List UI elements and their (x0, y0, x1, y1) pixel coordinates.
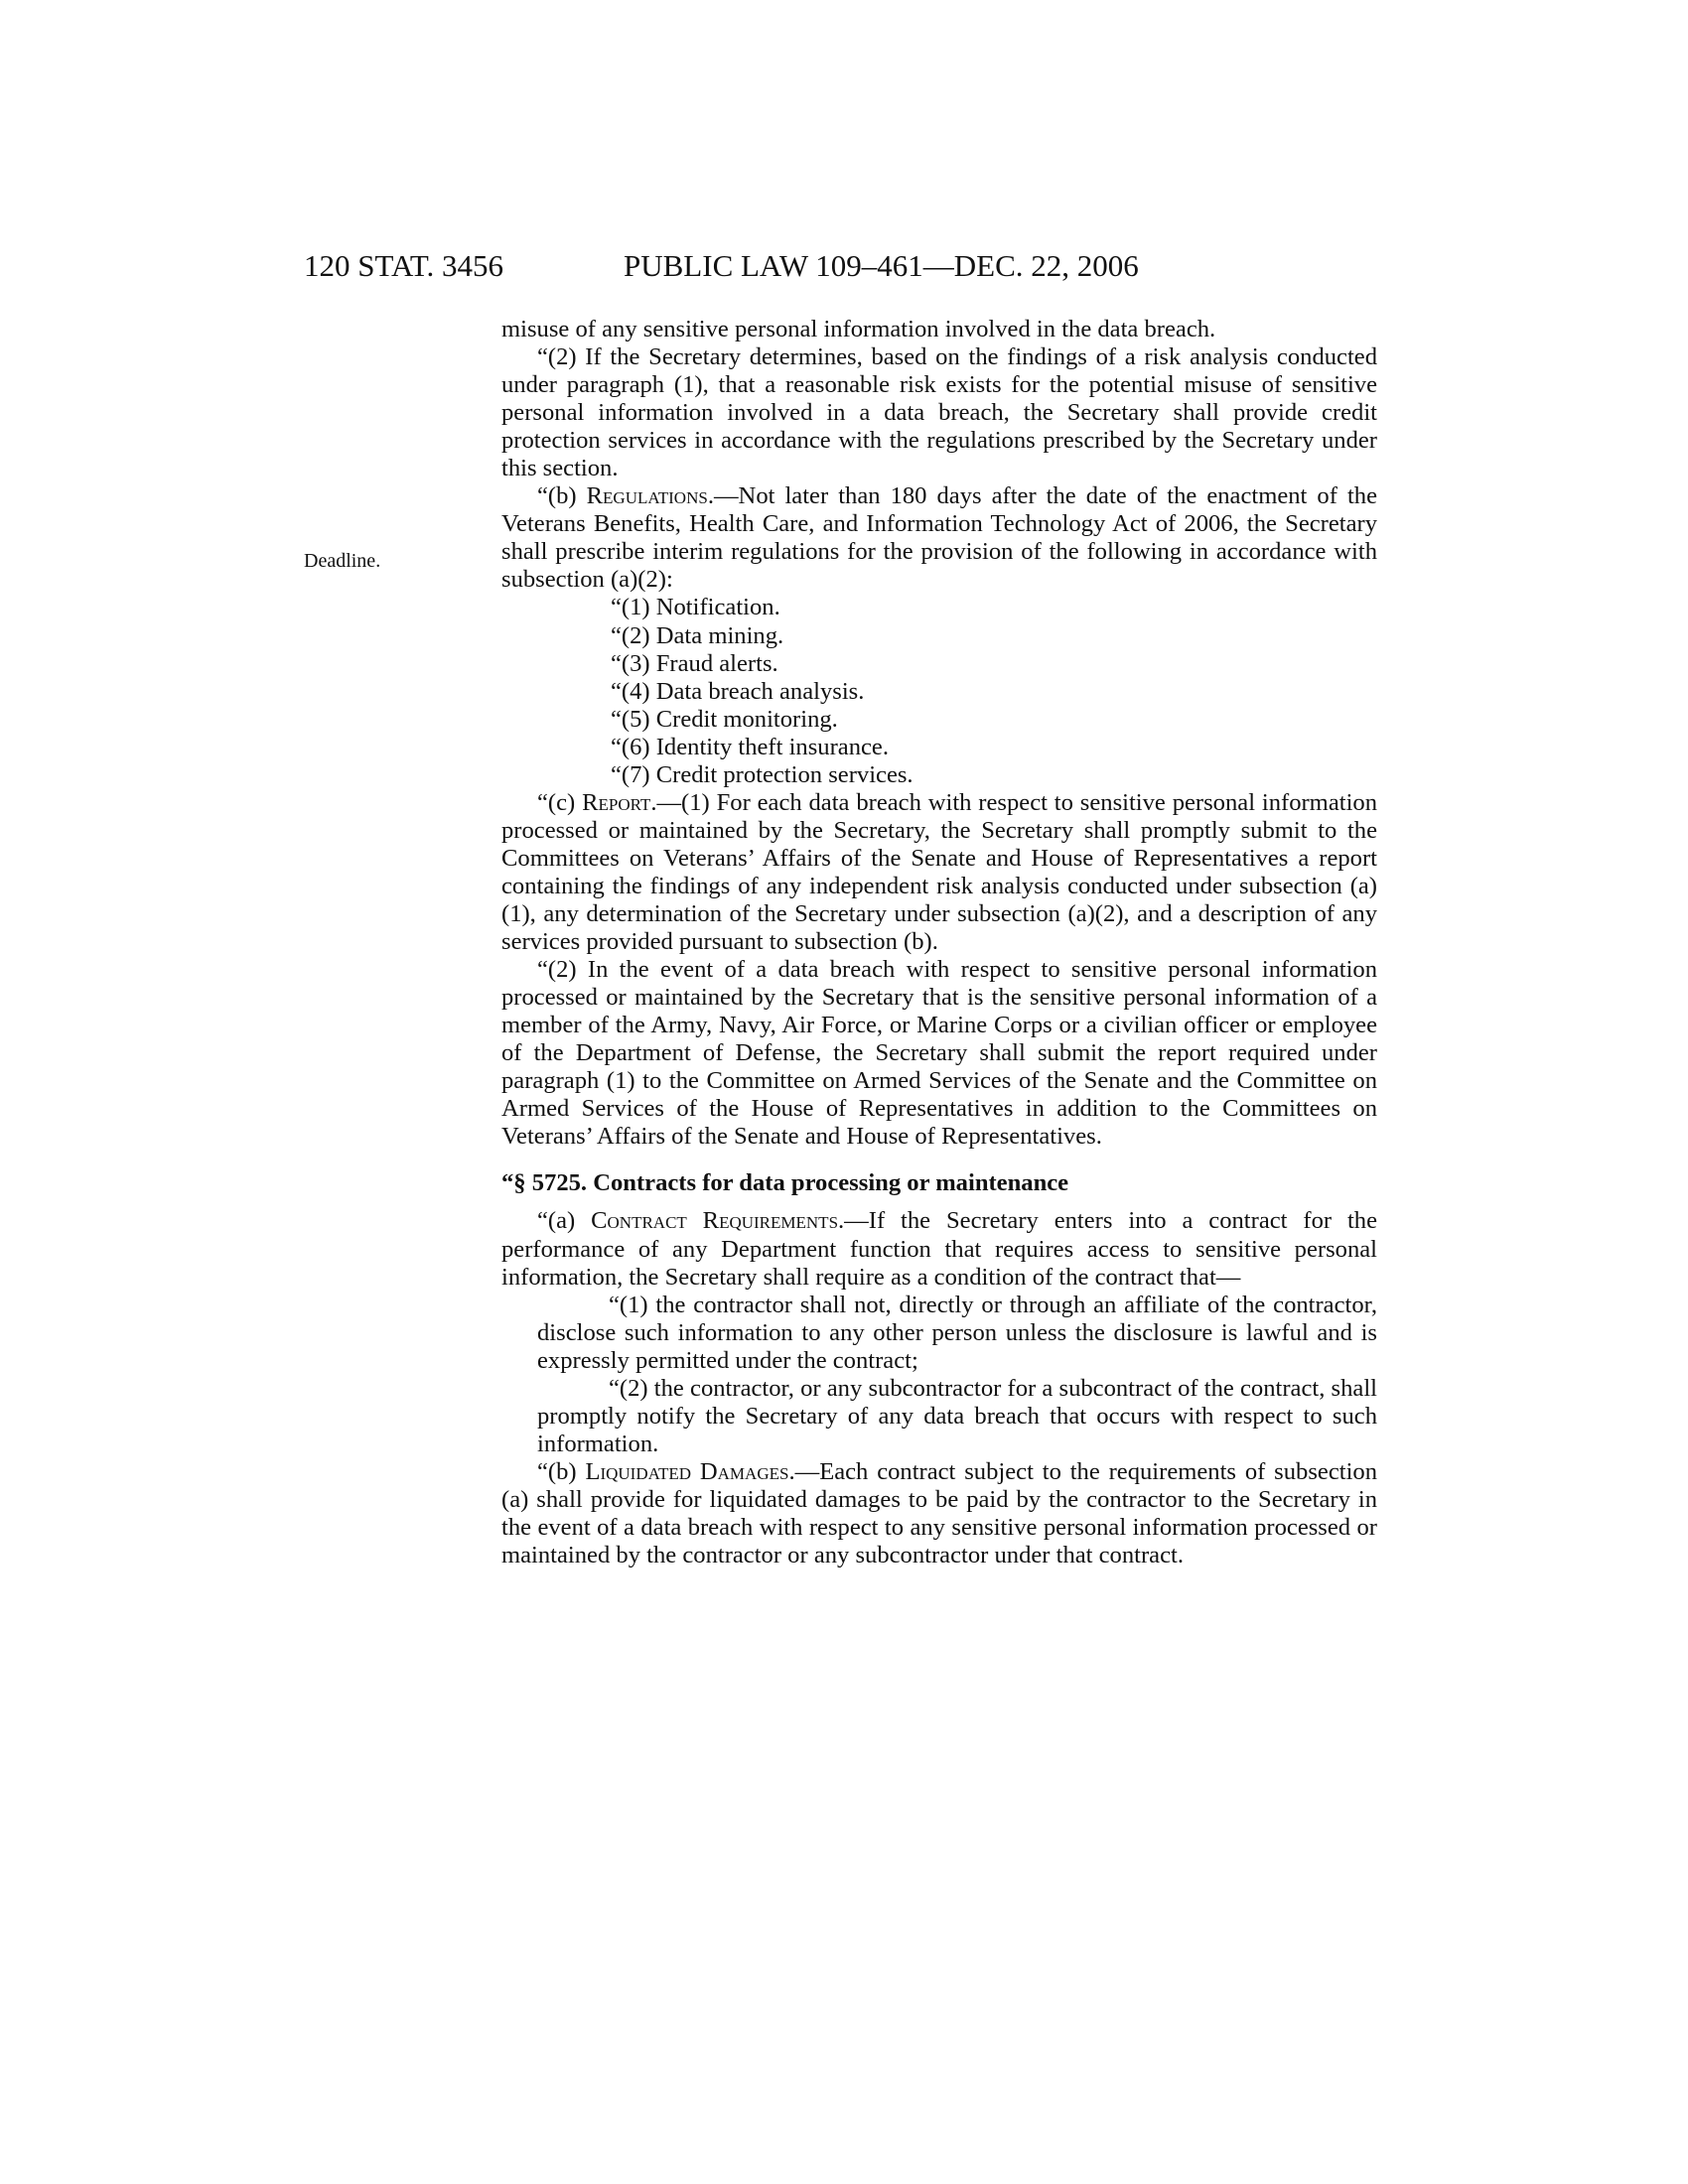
section-5725-heading: “§ 5725. Contracts for data processing or maintenance (501, 1169, 1069, 1197)
list-item: “(7) Credit protection services. (611, 760, 914, 788)
statute-page-number: 120 STAT. 3456 (304, 248, 504, 283)
public-law-citation: PUBLIC LAW 109–461—DEC. 22, 2006 (624, 248, 1139, 283)
subsection-b-regulations (501, 482, 1377, 594)
list-item: “(2) Data mining. (611, 621, 784, 649)
paragraph-c2: “(2) In the event of a data breach with respect to sensitive personal information processed or maintained by the Secretary that is the sensitive personal information of a member of the Army, Navy, Air Force, or Marine Corps or a civilian officer or employee of the Department of Defense, the Secretary shall submit the report required under paragraph (1) to the Committee on Armed Services of the Senate and the Committee on Armed Services of the House of Representatives in addition to the Committees on Veterans’ Affairs of the Senate and House of Representatives. (501, 956, 1377, 1151)
subsection-a-heading: Contract Requirements (591, 1207, 839, 1235)
subsection-c-text: .—(1) For each data breach with respect to sensitive personal information processed or maintained by the Secretary, the Secretary shall promptly submit to the Committees on Veterans’ Affairs of the Senate and House of Representatives a report containing the findings of any independent risk analysis conducted under subsection (a)(1), any determination of the Secretary under subsection (a)(2), and a description of any services provided pursuant to subsection (b). (501, 788, 1377, 956)
subsection-b-prefix: “(b) (537, 482, 587, 510)
paragraph-a1-contract: “(1) the contractor shall not, directly or through an affiliate of the contractor, disclose such information to any other person unless the disclosure is lawful and is expressly permitted under the contract; (537, 1291, 1377, 1374)
subsection-b2-prefix: “(b) (537, 1457, 586, 1485)
subsection-a-text: .—If the Secretary enters into a contract for the performance of any Department function that requires access to sensitive personal information, the Secretary shall require as a condition of the contract that— (501, 1207, 1377, 1291)
subsection-b-text: .—Not later than 180 days after the date of the enactment of the Veterans Benefits, Health Care, and Information Technology Act of 2006, the Secretary shall prescribe interim regulations for the provision of the following in accordance with subsection (a)(2): (501, 482, 1377, 594)
document-body (501, 316, 1377, 1570)
list-item: “(5) Credit monitoring. (611, 705, 838, 733)
subsection-c-heading: Report (582, 788, 651, 816)
page-header (0, 246, 1688, 286)
paragraph-continuation: misuse of any sensitive personal information involved in the data breach. (501, 316, 1216, 342)
paragraph-a2-contract: “(2) the contractor, or any subcontractor for a subcontract of the contract, shall promptly notify the Secretary of any data breach that occurs with respect to such information. (537, 1374, 1377, 1457)
subsection-a-contract-requirements (501, 1207, 1377, 1291)
list-item: “(4) Data breach analysis. (611, 677, 865, 705)
subsection-b2-text: .—Each contract subject to the requirements of subsection (a) shall provide for liquidated damages to be paid by the contractor to the Secretary in the event of a data breach with respect to any sensitive personal information processed or maintained by the contractor or any subcontractor under that contract. (501, 1457, 1377, 1570)
subsection-c-report (501, 789, 1377, 956)
subsection-c-prefix: “(c) (537, 788, 583, 816)
list-item: “(6) Identity theft insurance. (611, 733, 889, 760)
list-item: “(3) Fraud alerts. (611, 649, 778, 677)
subsection-b2-heading: Liquidated Damages (585, 1457, 789, 1485)
margin-note-deadline: Deadline. (304, 550, 381, 572)
subsection-b-heading: Regulations (586, 482, 708, 510)
subsection-a-prefix: “(a) (537, 1207, 592, 1235)
subsection-b-liquidated-damages (501, 1458, 1377, 1570)
list-item: “(1) Notification. (611, 594, 780, 621)
paragraph-a2: “(2) If the Secretary determines, based on the findings of a risk analysis conducted under paragraph (1), that a reasonable risk exists for the potential misuse of sensitive personal information involved in a data breach, the Secretary shall provide credit protection services in accordance with the regulations prescribed by the Secretary under this section. (501, 343, 1377, 482)
